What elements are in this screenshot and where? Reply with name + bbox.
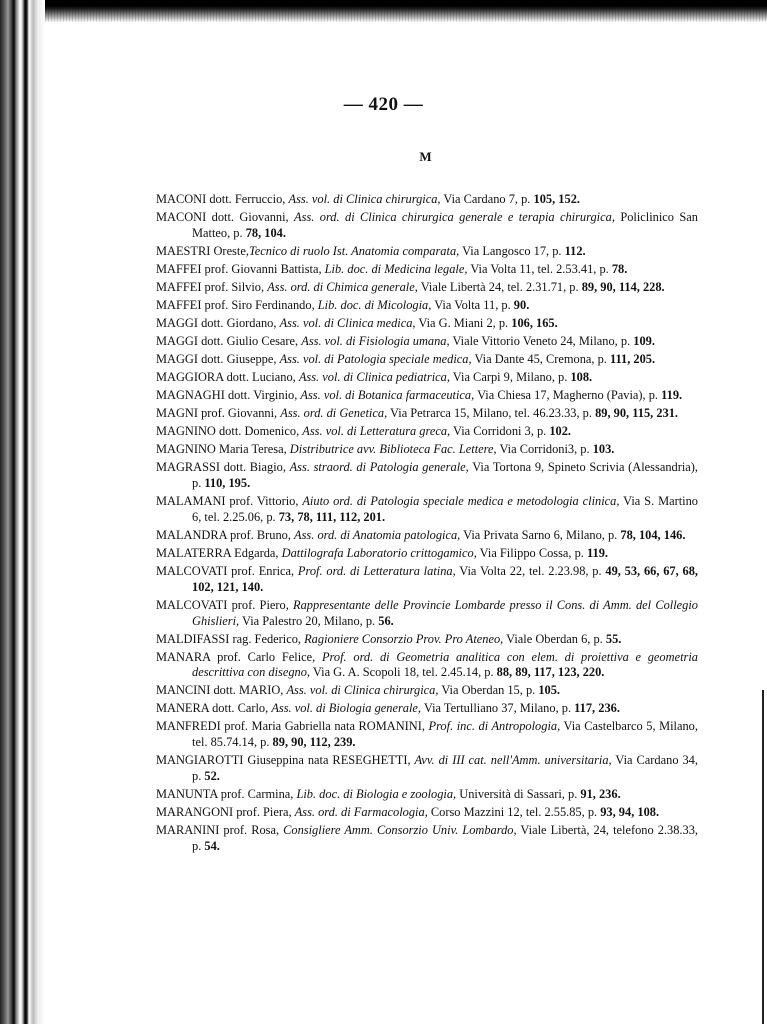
- entry-role: Dattilografa Laboratorio crittogamico,: [281, 545, 477, 560]
- directory-entry: [156, 632, 698, 648]
- directory-entry: [156, 370, 698, 386]
- entry-address: Viale Libertà, 24, telefono 2.38.33, p.: [192, 823, 698, 854]
- entry-address: Via Langosco 17, p.: [459, 243, 565, 258]
- entry-page-refs: 54.: [204, 839, 220, 854]
- entry-address: Via Tortona 9, Spineto Scrivia (Alessandria), p.: [192, 459, 698, 490]
- directory-entry: [156, 823, 698, 855]
- entry-role: Ass. ord. di Farmacologia,: [294, 805, 428, 820]
- entry-surname: MAFFEI: [156, 297, 202, 312]
- directory-entry: [156, 528, 698, 544]
- entry-page-refs: 111, 205.: [609, 351, 656, 366]
- entry-role: Lib. doc. di Biologia e zoologia,: [296, 787, 457, 802]
- entry-page-refs: 56.: [378, 613, 394, 628]
- entry-title-name: prof. Maria Gabriella nata ROMANINI,: [220, 719, 429, 734]
- entry-surname: MACONI: [156, 192, 207, 206]
- entry-role: Ass. vol. di Letteratura greca,: [302, 423, 451, 438]
- directory-entry: [156, 298, 698, 314]
- entry-role: Lib. doc. di Micologia,: [317, 297, 432, 312]
- entry-title-name: Oreste,: [210, 243, 249, 258]
- entry-surname: MAGNINO: [156, 423, 216, 438]
- directory-entry: [156, 406, 698, 422]
- entry-page-refs: 103.: [592, 441, 615, 456]
- entry-surname: MALCOVATI: [156, 597, 228, 612]
- entry-title-name: prof. Enrica,: [227, 563, 298, 578]
- directory-entry: [156, 753, 698, 785]
- directory-entry: [156, 424, 698, 440]
- entry-role: Consigliere Amm. Consorzio Univ. Lombardo,: [283, 823, 517, 838]
- entry-address: Via G. A. Scopoli 18, tel. 2.45.14, p.: [310, 665, 497, 680]
- directory-entries: [156, 192, 698, 857]
- entry-address: Policlinico San Matteo, p.: [192, 210, 698, 240]
- entry-page-refs: 55.: [605, 631, 622, 646]
- entry-page-refs: 119.: [661, 387, 683, 402]
- directory-entry: [156, 494, 698, 526]
- entry-page-refs: 89, 90, 114, 228.: [581, 279, 665, 294]
- entry-address: Via Cardano 7, p.: [440, 192, 534, 206]
- directory-entry: [156, 280, 698, 296]
- entry-title-name: dott. Carlo,: [209, 701, 272, 716]
- entry-title-name: prof. Piera,: [233, 805, 295, 820]
- directory-entry: [156, 262, 698, 278]
- entry-surname: MAGGIORA: [156, 369, 224, 384]
- entry-address: Via Corridoni3, p.: [496, 441, 593, 456]
- entry-title-name: prof. Silvio,: [201, 279, 268, 294]
- entry-role: Aiuto ord. di Patologia speciale medica e metodologia clinica,: [302, 493, 620, 508]
- entry-role: Ass. ord. di Genetica,: [280, 405, 388, 420]
- entry-page-refs: 108.: [570, 369, 593, 384]
- directory-entry: [156, 564, 698, 596]
- entry-title-name: dott. Virginio,: [224, 387, 301, 402]
- directory-entry: [156, 598, 698, 630]
- entry-role: Ass. vol. di Clinica chirurgica,: [286, 683, 439, 698]
- entry-page-refs: 105, 152.: [533, 192, 580, 206]
- entry-page-refs: 109.: [633, 333, 655, 348]
- entry-role: Prof. ord. di Letteratura latina,: [297, 563, 456, 578]
- entry-page-refs: 78, 104.: [245, 225, 286, 240]
- entry-address: Via Castelbarco 5, Milano, tel. 85.74.14, p.: [192, 719, 698, 750]
- entry-role: Lib. doc. di Medicina legale,: [324, 261, 468, 276]
- entry-role: Avv. di III cat. nell'Amm. universitaria,: [414, 753, 612, 768]
- entry-address: Via Tertulliano 37, Milano, p.: [421, 701, 575, 716]
- entry-page-refs: 89, 90, 112, 239.: [272, 735, 356, 750]
- entry-title-name: prof. Giovanni,: [198, 405, 281, 420]
- entry-title-name: Maria Teresa,: [215, 441, 290, 456]
- scan-top-shadow: [0, 0, 767, 22]
- entry-address: Via Oberdan 15, p.: [438, 683, 539, 698]
- entry-title-name: Edgarda,: [231, 545, 282, 560]
- entry-role: Ass. ord. di Chimica generale,: [267, 279, 418, 294]
- entry-address: Via G. Miani 2, p.: [415, 315, 512, 330]
- entry-address: Via Corridoni 3, p.: [450, 423, 550, 438]
- entry-address: Via Petrarca 15, Milano, tel. 46.23.33, p.: [387, 405, 596, 420]
- directory-entry: [156, 244, 698, 260]
- entry-page-refs: 49, 53, 66, 67, 68, 102, 121, 140.: [192, 563, 698, 594]
- directory-entry: [156, 192, 698, 208]
- entry-role: Ass. vol. di Fisiologia umana,: [301, 333, 450, 348]
- entry-title-name: dott. Giovanni,: [206, 210, 295, 224]
- entry-surname: MANERA: [156, 701, 210, 716]
- entry-page-refs: 78.: [611, 261, 628, 276]
- entry-surname: MALAMANI: [156, 493, 226, 508]
- entry-page-refs: 119.: [587, 545, 609, 560]
- entry-role: Ass. straord. di Patologia generale,: [289, 459, 469, 474]
- entry-title-name: prof. Vittorio,: [225, 493, 303, 508]
- entry-role: Prof. ord. di Geometria analitica con elem. di proiettiva e geometria descrittiva con disegno,: [192, 649, 698, 680]
- entry-address: Via Cardano 34, p.: [192, 753, 698, 784]
- entry-title-name: dott. Biagio,: [220, 459, 290, 474]
- entry-address: Viale Vittorio Veneto 24, Milano, p.: [449, 333, 634, 348]
- entry-surname: MARANGONI: [156, 805, 234, 820]
- entry-role: Ass. vol. di Biologia generale,: [271, 701, 422, 716]
- entry-page-refs: 88, 89, 117, 123, 220.: [496, 665, 605, 680]
- entry-surname: MAGGI: [156, 351, 198, 366]
- entry-page-refs: 73, 78, 111, 112, 201.: [278, 509, 386, 524]
- directory-entry: [156, 650, 698, 682]
- entry-page-refs: 105.: [538, 683, 561, 698]
- entry-surname: MALATERRA: [156, 545, 232, 560]
- page-edge-line: [762, 690, 764, 1024]
- directory-entry: [156, 210, 698, 242]
- entry-title-name: rag. Federico,: [229, 631, 305, 646]
- entry-title-name: prof. Rosa,: [219, 823, 284, 838]
- entry-title-name: dott. MARIO,: [210, 683, 287, 698]
- entry-surname: MANARA: [156, 649, 211, 664]
- entry-role: Ass. vol. di Patologia speciale medica,: [279, 351, 472, 366]
- directory-entry: [156, 388, 698, 404]
- entry-address: Via Volta 11, p.: [431, 297, 514, 312]
- entry-role: Ass. vol. di Clinica chirurgica,: [288, 192, 441, 206]
- entry-title-name: prof. Siro Ferdinando,: [201, 297, 318, 312]
- directory-entry: [156, 334, 698, 350]
- page-number: — 420 —: [343, 94, 424, 115]
- entry-page-refs: 78, 104, 146.: [620, 527, 686, 542]
- entry-address: Via Dante 45, Cremona, p.: [471, 351, 610, 366]
- entry-page-refs: 102.: [549, 423, 572, 438]
- entry-role: Distributrice avv. Biblioteca Fac. Lettere,: [289, 441, 497, 456]
- entry-page-refs: 91, 236.: [580, 787, 621, 802]
- directory-entry: [156, 460, 698, 492]
- entry-page-refs: 93, 94, 108.: [600, 805, 660, 820]
- directory-entry: [156, 701, 698, 717]
- entry-address: Via Palestro 20, Milano, p.: [239, 613, 379, 628]
- entry-surname: MAGRASSI: [156, 459, 221, 474]
- entry-page-refs: 52.: [204, 769, 220, 784]
- entry-role: Ass. vol. di Clinica pediatrica,: [298, 369, 450, 384]
- entry-title-name: prof. Bruno,: [226, 527, 295, 542]
- entry-address: Università di Sassari, p.: [456, 787, 581, 802]
- entry-address: Via Volta 22, tel. 2.23.98, p.: [455, 563, 606, 578]
- entry-title-name: dott. Giuseppe,: [198, 351, 280, 366]
- entry-title-name: dott. Ferruccio,: [206, 192, 289, 206]
- entry-surname: MAFFEI: [156, 261, 202, 276]
- entry-address: Via Carpi 9, Milano, p.: [449, 369, 571, 384]
- entry-address: Via Volta 11, tel. 2.53.41, p.: [467, 261, 612, 276]
- entry-address: Viale Libertà 24, tel. 2.31.71, p.: [417, 279, 582, 294]
- entry-address: Corso Mazzini 12, tel. 2.55.85, p.: [427, 805, 601, 820]
- entry-role: Ass. vol. di Botanica farmaceutica,: [300, 387, 475, 402]
- entry-address: Via Chiesa 17, Magherno (Pavia), p.: [474, 387, 662, 402]
- entry-page-refs: 90.: [513, 297, 530, 312]
- directory-entry: [156, 787, 698, 803]
- entry-surname: MALANDRA: [156, 527, 227, 542]
- entry-title-name: dott. Domenico,: [215, 423, 303, 438]
- entry-surname: MALCOVATI: [156, 563, 228, 578]
- entry-title-name: dott. Giordano,: [198, 315, 280, 330]
- entry-role: Ass. ord. di Clinica chirurgica generale e terapia chirurgica,: [294, 210, 615, 224]
- entry-role: Rappresentante delle Provincie Lombarde presso il Cons. di Amm. del Collegio Ghislieri,: [192, 597, 698, 628]
- entry-surname: MAGNINO: [156, 441, 216, 456]
- entry-surname: MAGNI: [156, 405, 198, 420]
- directory-entry: [156, 683, 698, 699]
- entry-address: Via S. Martino 6, tel. 2.25.06, p.: [192, 493, 698, 524]
- directory-entry: [156, 546, 698, 562]
- entry-surname: MAESTRI: [156, 243, 211, 258]
- entry-title-name: Giuseppina nata RESEGHETTI,: [243, 753, 415, 768]
- entry-surname: MARANINI: [156, 823, 220, 838]
- entry-page-refs: 89, 90, 115, 231.: [595, 405, 679, 420]
- entry-surname: MALDIFASSI: [156, 631, 230, 646]
- entry-title-name: prof. Carlo Felice,: [210, 649, 322, 664]
- entry-surname: MANFREDI: [156, 719, 221, 734]
- entry-surname: MANCINI: [156, 683, 211, 698]
- entry-page-refs: 106, 165.: [511, 315, 558, 330]
- entry-surname: MANUNTA: [156, 787, 218, 802]
- entry-role: Prof. inc. di Antropologia,: [428, 719, 561, 734]
- entry-role: Tecnico di ruolo Ist. Anatomia comparata,: [248, 243, 460, 258]
- entry-role: Ass. ord. di Anatomia patologica,: [294, 527, 461, 542]
- directory-entry: [156, 352, 698, 368]
- entry-surname: MANGIAROTTI: [156, 753, 244, 768]
- entry-title-name: dott. Giulio Cesare,: [198, 333, 302, 348]
- entry-surname: MAGGI: [156, 315, 198, 330]
- directory-entry: [156, 719, 698, 751]
- entry-page-refs: 110, 195.: [204, 475, 251, 490]
- entry-surname: MAGNAGHI: [156, 387, 225, 402]
- entry-address: Viale Oberdan 6, p.: [503, 631, 606, 646]
- entry-page-refs: 117, 236.: [574, 701, 620, 716]
- entry-role: Ass. vol. di Clinica medica,: [279, 315, 416, 330]
- entry-surname: MACONI: [156, 210, 207, 224]
- entry-title-name: prof. Carmina,: [217, 787, 297, 802]
- entry-page-refs: 112.: [564, 243, 586, 258]
- entry-role: Ragioniere Consorzio Prov. Pro Ateneo,: [304, 631, 504, 646]
- entry-surname: MAGGI: [156, 333, 198, 348]
- entry-title-name: dott. Luciano,: [223, 369, 299, 384]
- directory-entry: [156, 316, 698, 332]
- entry-title-name: prof. Giovanni Battista,: [201, 261, 325, 276]
- entry-surname: MAFFEI: [156, 279, 202, 294]
- entry-address: Via Filippo Cossa, p.: [476, 545, 588, 560]
- directory-entry: [156, 442, 698, 458]
- section-letter-heading: M: [419, 149, 432, 164]
- entry-title-name: prof. Piero,: [227, 597, 294, 612]
- directory-entry: [156, 805, 698, 821]
- entry-address: Via Privata Sarno 6, Milano, p.: [460, 527, 621, 542]
